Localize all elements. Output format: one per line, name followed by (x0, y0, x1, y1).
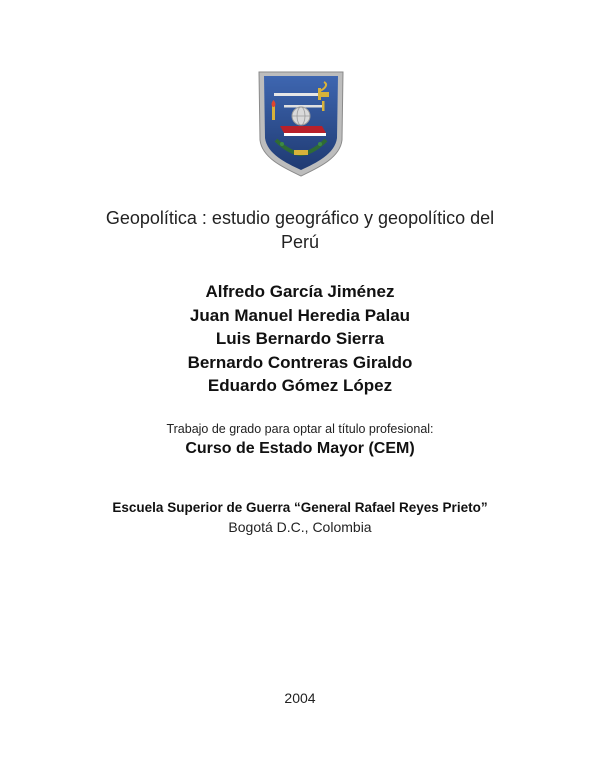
author-name: Eduardo Gómez López (207, 376, 393, 395)
degree-name: Curso de Estado Mayor (CEM) (185, 440, 415, 457)
year: 2004 (284, 690, 316, 706)
title-line-2: Perú (280, 232, 320, 252)
school-crest-icon (256, 70, 346, 178)
author-name: Alfredo García Jiménez (205, 282, 395, 301)
city: Bogotá D.C., Colombia (228, 519, 372, 535)
title-line-1: Geopolítica : estudio geográfico y geopolítico del (105, 208, 495, 228)
degree-intro: Trabajo de grado para optar al título profesional: (166, 422, 434, 436)
school-name: Escuela Superior de Guerra “General Rafael Reyes Prieto” (112, 500, 488, 515)
author-name: Juan Manuel Heredia Palau (189, 305, 411, 325)
document-title (0, 206, 600, 254)
author-list (0, 280, 600, 398)
author-name: Bernardo Contreras Giraldo (187, 352, 413, 372)
author-name: Luis Bernardo Sierra (215, 329, 385, 348)
